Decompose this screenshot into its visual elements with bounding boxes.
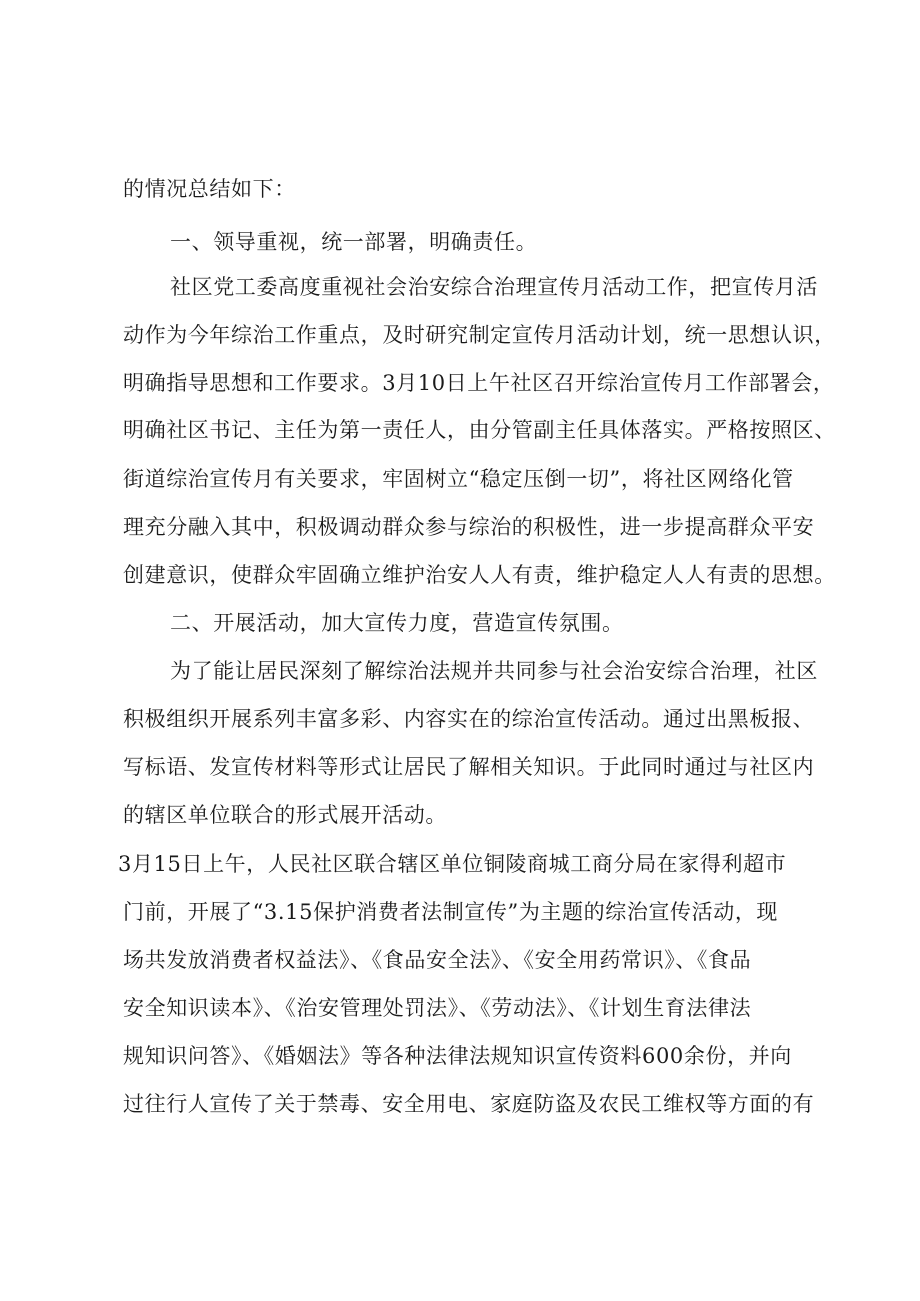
text-line: 3月15日上午，人民社区联合辖区单位铜陵商城工商分局在家得利超市 — [118, 852, 787, 876]
text-line: 的辖区单位联合的形式展开活动。 — [123, 803, 447, 827]
text-line: 过往行人宣传了关于禁毒、安全用电、家庭防盗及农民工维权等方面的有 — [123, 1092, 815, 1116]
text-line: 街道综治宣传月有关要求，牢固树立“稳定压倒一切”，将社区网络化管 — [123, 467, 794, 491]
text-line: 写标语、发宣传材料等形式让居民了解相关知识。于此同时通过与社区内 — [123, 755, 815, 779]
section-heading: 一、领导重视，统一部署，明确责任。 — [170, 230, 538, 254]
text-line: 门前，开展了“3.15保护消费者法制宣传”为主题的综治宣传活动，现 — [123, 900, 779, 924]
text-line: 明确社区书记、主任为第一责任人，由分管副主任具体落实。严格按照区、 — [123, 418, 836, 442]
section-heading: 二、开展活动，加大宣传力度，营造宣传氛围。 — [170, 611, 624, 635]
text-line: 场共发放消费者权益法》、《食品安全法》、《安全用药常识》、《食品 — [123, 948, 752, 972]
text-line: 安全知识读本》、《治安管理处罚法》、《劳动法》、《计划生育法律法 — [123, 996, 752, 1020]
text-line: 动作为今年综治工作重点，及时研究制定宣传月活动计划，统一思想认识， — [123, 323, 836, 347]
text-line: 积极组织开展系列丰富多彩、内容实在的综治宣传活动。通过出黑板报、 — [123, 707, 815, 731]
text-line: 社区党工委高度重视社会治安综合治理宣传月活动工作，把宣传月活 — [170, 275, 818, 299]
text-line: 为了能让居民深刻了解综治法规并共同参与社会治安综合治理，社区 — [170, 659, 818, 683]
text-line: 明确指导思想和工作要求。3月10日上午社区召开综治宣传月工作部署会， — [123, 371, 835, 395]
text-line: 创建意识，使群众牢固确立维护治安人人有责，维护稳定人人有责的思想。 — [123, 563, 836, 587]
text-line: 理充分融入其中，积极调动群众参与综治的积极性，进一步提高群众平安 — [123, 515, 815, 539]
text-line: 的情况总结如下： — [123, 177, 296, 201]
text-line: 规知识问答》、《婚姻法》等各种法律法规知识宣传资料600余份，并向 — [123, 1044, 792, 1068]
